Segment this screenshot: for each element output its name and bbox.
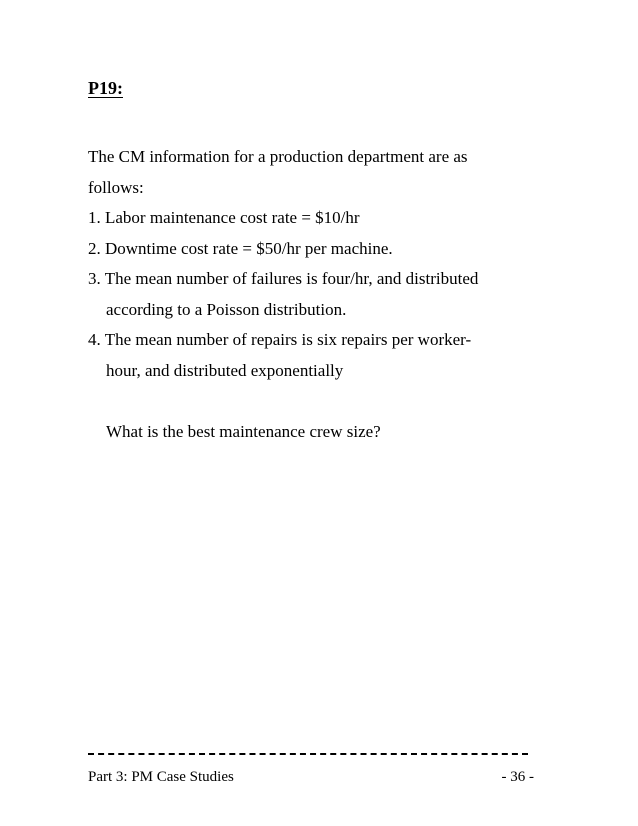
intro-line: follows: xyxy=(88,177,144,197)
paragraph-gap xyxy=(88,386,558,417)
list-item-1: 1. Labor maintenance cost rate = $10/hr xyxy=(88,208,360,227)
list-item-4-continuation: hour, and distributed exponentially xyxy=(106,360,344,380)
list-item-4: 4. The mean number of repairs is six repairs per worker- xyxy=(88,330,472,349)
list-item-2: 2. Downtime cost rate = $50/hr per machine. xyxy=(88,238,393,258)
intro-line: The CM information for a production department are as xyxy=(88,147,468,166)
question-text: What is the best maintenance crew size? xyxy=(106,422,381,441)
list-item-3-continuation: according to a Poisson distribution. xyxy=(106,299,347,319)
problem-body xyxy=(88,142,558,448)
problem-title: P19: xyxy=(88,78,123,98)
page-number: - 36 - xyxy=(501,769,534,785)
list-item-3: 3. The mean number of failures is four/hr, and distributed xyxy=(88,269,479,288)
footer-divider xyxy=(88,753,528,755)
page-footer xyxy=(88,768,548,786)
footer-section-label: Part 3: PM Case Studies xyxy=(88,769,234,785)
